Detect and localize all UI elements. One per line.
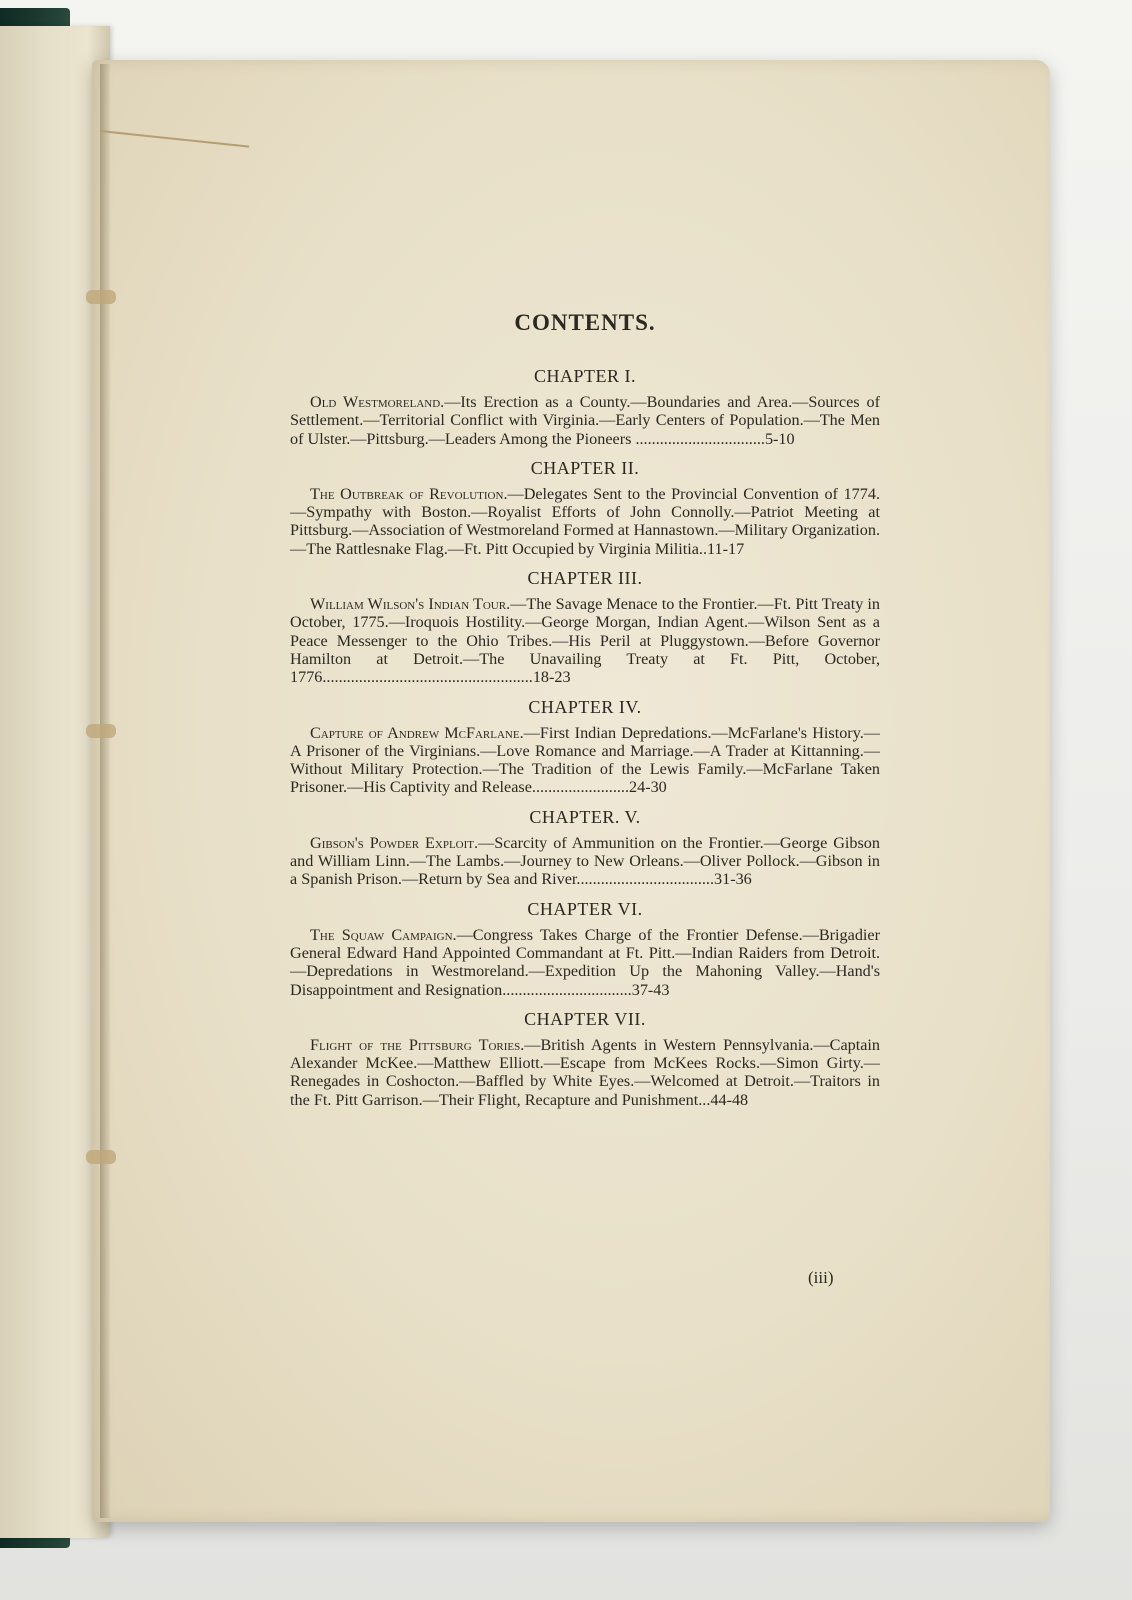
chapter-pages: ..11-17	[698, 539, 745, 558]
toc-entry	[290, 1009, 880, 1109]
toc-entry	[290, 899, 880, 999]
chapter-summary	[290, 485, 880, 558]
binding-stitch	[86, 290, 116, 304]
chapter-heading: CHAPTER III.	[527, 568, 643, 589]
toc-entry	[290, 807, 880, 889]
chapter-topic: The Outbreak of Revolution.	[310, 484, 508, 503]
chapter-text: —The Savage Menace to the Frontier.—Ft. Pitt Treaty in October, 1775.—Iroquois Hostility.—George Morgan, Indian Agent.—Wilson Sent as a Peace Messenger to the Ohio Tribes.—His Peril at Pluggystown.—Before Governor Hamilton at Detroit.—The Unavailing Treaty at Ft. Pitt, October, 1776	[290, 595, 880, 687]
chapter-summary	[290, 393, 880, 448]
chapter-heading: CHAPTER. V.	[529, 806, 641, 827]
toc-entry	[290, 366, 880, 448]
chapter-topic: Flight of the Pittsburg Tories.	[310, 1035, 525, 1054]
chapter-pages: ..................................31-36	[576, 870, 752, 889]
chapter-topic: The Squaw Campaign.	[310, 925, 457, 944]
chapter-heading: CHAPTER IV.	[528, 696, 642, 717]
chapter-text: —Its Erection as a County.—Boundaries and Area.—Sources of Settlement.—Territorial Conflict with Virginia.—Early Centers of Population.—The Men of Ulster.—Pittsburg.—Leaders Among the Pioneers	[290, 393, 880, 448]
chapter-summary	[290, 834, 880, 889]
chapter-topic: Capture of Andrew McFarlane.	[310, 723, 524, 742]
page-number: (iii)	[808, 1268, 834, 1287]
chapter-text: —Scarcity of Ammunition on the Frontier.—George Gibson and William Linn.—The Lambs.—Journey to New Orleans.—Oliver Pollock.—Gibson in a Spanish Prison.—Return by Sea and River	[290, 833, 880, 889]
chapter-topic: Old Westmoreland.	[310, 393, 445, 411]
chapter-pages: ................................37-43	[502, 980, 670, 999]
chapter-text: —Congress Takes Charge of the Frontier Defense.—Brigadier General Edward Hand Appointed Commandant at Ft. Pitt.—Indian Raiders from Detroit.—Depredations in Westmoreland.—Expedition Up the Mahoning Valley.—Hand's Disappointment and Resignation	[290, 925, 880, 999]
chapter-text: —First Indian Depredations.—McFarlane's History.—A Prisoner of the Virginians.—Love Romance and Marriage.—A Trader at Kittanning.—Without Military Protection.—The Tradition of the Lewis Family.—McFarlane Taken Prisoner.—His Captivity and Release	[290, 723, 880, 797]
chapter-heading: CHAPTER VI.	[527, 898, 643, 919]
chapter-pages: ................................5-10	[635, 429, 795, 448]
binding-stitch	[86, 724, 116, 738]
chapter-summary	[290, 1036, 880, 1109]
chapter-topic: Gibson's Powder Exploit.	[310, 833, 479, 852]
chapter-text: —British Agents in Western Pennsylvania.—Captain Alexander McKee.—Matthew Elliott.—Escape from McKees Rocks.—Simon Girty.—Renegades in Coshocton.—Baffled by White Eyes.—Welcomed at Detroit.—Traitors in the Ft. Pitt Garrison.—Their Flight, Recapture and Punishment	[290, 1035, 880, 1109]
chapter-pages: ........................24-30	[531, 778, 667, 797]
chapter-heading: CHAPTER II.	[530, 457, 640, 478]
contents-page	[290, 310, 880, 1119]
chapter-summary	[290, 926, 880, 999]
chapter-heading: CHAPTER VII.	[524, 1008, 646, 1029]
chapter-heading: CHAPTER I.	[533, 366, 636, 386]
chapter-pages: ....................................................18-23	[322, 668, 571, 687]
page-gutter	[100, 64, 110, 1518]
chapter-topic: William Wilson's Indian Tour.	[310, 595, 511, 614]
chapter-summary	[290, 724, 880, 797]
chapter-text: —Delegates Sent to the Provincial Convention of 1774.—Sympathy with Boston.—Royalist Efforts of John Connolly.—Patriot Meeting at Pittsburg.—Association of Westmoreland Formed at Hannastown.—Military Organization.—The Rattlesnake Flag.—Ft. Pitt Occupied by Virginia Militia	[290, 484, 880, 558]
chapter-pages: ...44-48	[698, 1090, 749, 1109]
toc-entry	[290, 568, 880, 686]
page-title: CONTENTS.	[514, 310, 656, 335]
chapter-summary	[290, 595, 880, 686]
binding-stitch	[86, 1150, 116, 1164]
toc-entry	[290, 697, 880, 797]
toc-entry	[290, 458, 880, 558]
